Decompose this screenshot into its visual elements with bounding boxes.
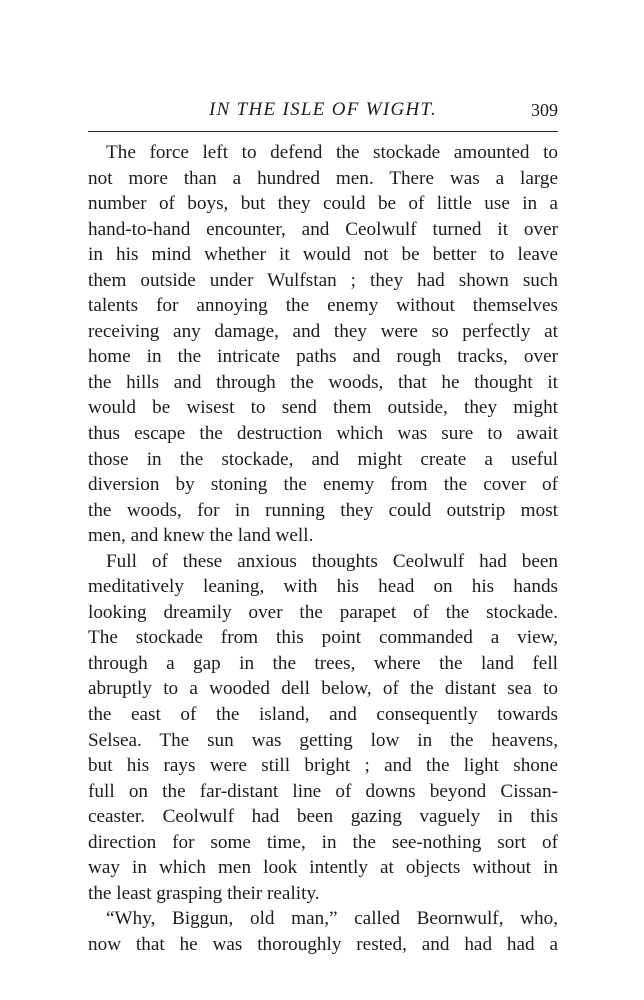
text-line: Selsea. The sun was getting low in the heavens, [88,729,558,751]
paragraph-3 [88,906,558,957]
text-line: direction for some time, in the see-nothing sort of [88,831,558,853]
text-line: The force left to defend the stockade amounted to [106,142,558,163]
text-line: full on the far-distant line of downs beyond Cissan- [88,780,558,802]
text-line: would be wisest to send them outside, they might [88,397,558,419]
text-line: diversion by stoning the enemy from the cover of [88,474,558,496]
text-line: not more than a hundred men. There was a large [88,167,558,189]
text-line: the east of the island, and consequently towards [88,704,558,726]
text-line: through a gap in the trees, where the land fell [88,652,558,674]
text-line: them outside under Wulfstan ; they had shown such [88,269,558,291]
body-text [88,140,558,958]
text-line: The stockade from this point commanded a view, [88,627,558,649]
text-line: the woods, for in running they could outstrip most [88,499,558,521]
text-line: those in the stockade, and might create a useful [88,448,558,470]
text-line: the hills and through the woods, that he thought it [88,371,558,393]
paragraph-2 [88,549,558,907]
paragraph-1 [88,140,558,549]
text-line: “Why, Biggun, old man,” called Beornwulf, who, [106,908,558,930]
text-line: thus escape the destruction which was sure to await [88,423,558,445]
text-line: ceaster. Ceolwulf had been gazing vaguely in this [88,806,558,828]
text-line: receiving any damage, and they were so perfectly at [88,320,558,342]
text-line: the least grasping their reality. [88,882,320,904]
text-line: talents for annoying the enemy without themselves [88,295,558,317]
text-line: home in the intricate paths and rough tracks, over [88,346,558,368]
text-line: Full of these anxious thoughts Ceolwulf had been [106,550,558,572]
text-line: meditatively leaning, with his head on his hands [88,576,558,598]
text-line: now that he was thoroughly rested, and had had a [88,933,558,955]
text-line: abruptly to a wooded dell below, of the distant sea to [88,678,558,700]
text-line: hand-to-hand encounter, and Ceolwulf turned it over [88,218,558,240]
page-number: 309 [531,100,558,120]
text-line: looking dreamily over the parapet of the stockade. [88,601,558,623]
running-head [88,97,558,123]
header-rule [88,131,558,132]
text-line: men, and knew the land well. [88,525,314,547]
text-line: number of boys, but they could be of little use in a [88,193,558,215]
text-line: in his mind whether it would not be better to leave [88,244,558,266]
text-line: way in which men look intently at objects without in [88,857,558,879]
text-line: but his rays were still bright ; and the light shone [88,755,558,777]
running-title: IN THE ISLE OF WIGHT. [208,99,438,120]
